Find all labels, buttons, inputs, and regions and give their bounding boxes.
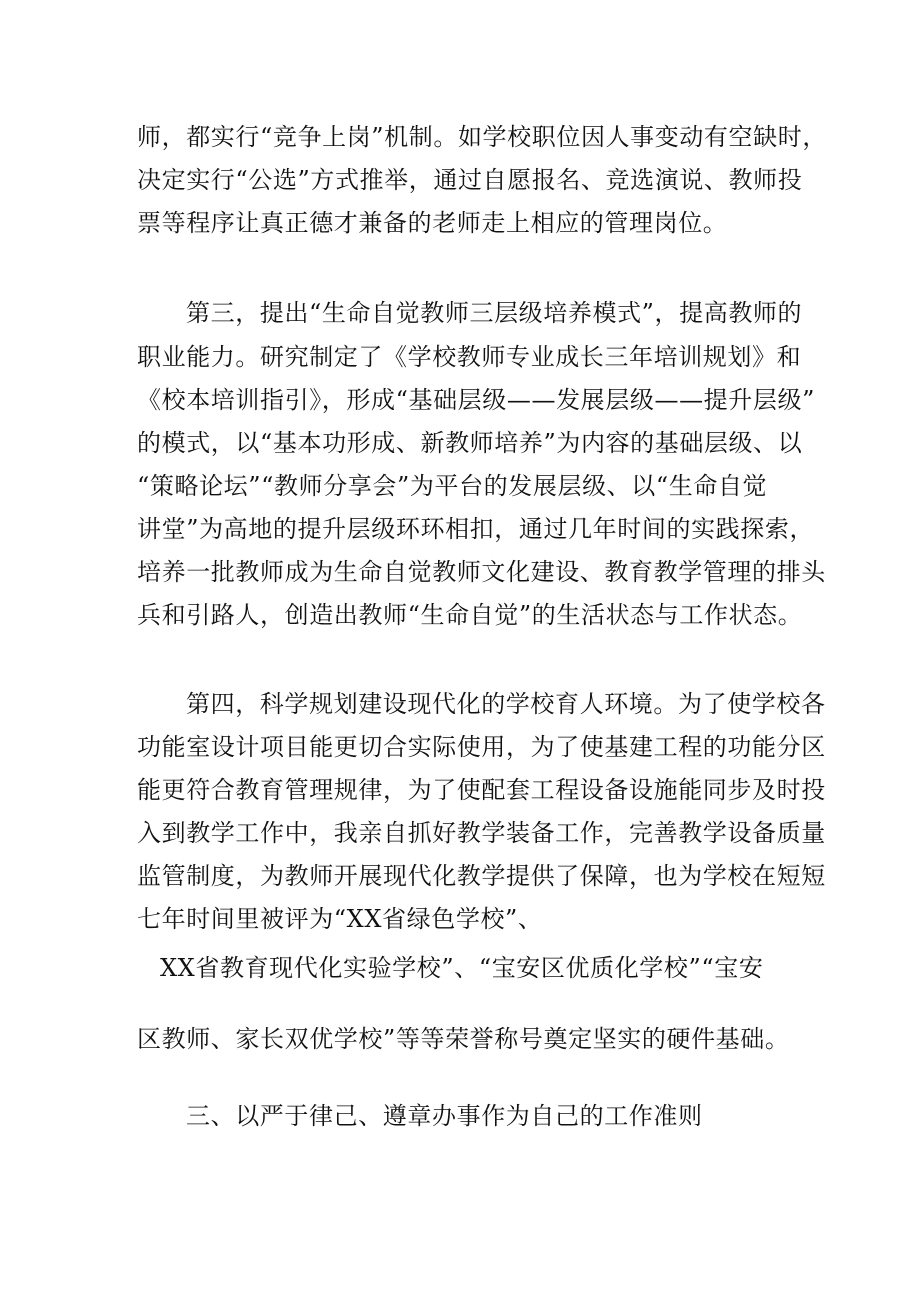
paragraph-2-line-4: 的模式，以“基本功形成、新教师培养”为内容的基础层级、以 xyxy=(137,429,803,457)
paragraph-2-line-6: 讲堂”为高地的提升层级环环相扣，通过几年时间的实践探索， xyxy=(137,515,815,543)
paragraph-2-line-5: “策略论坛”“教师分享会”为平台的发展层级、以“生命自觉 xyxy=(137,472,768,500)
paragraph-3-line-7: XX省教育现代化实验学校”、“宝安区优质化学校”“宝安 xyxy=(160,954,764,982)
paragraph-1-line-3: 票等程序让真正德才兼备的老师走上相应的管理岗位。 xyxy=(137,209,728,237)
paragraph-2-line-2: 职业能力。研究制定了《学校教师专业成长三年培训规划》和 xyxy=(137,343,802,371)
section-heading: 三、以严于律己、遵章办事作为自己的工作准则 xyxy=(186,1102,703,1130)
paragraph-3-line-4: 入到教学工作中，我亲自抓好教学装备工作，完善教学设备质量 xyxy=(137,819,826,847)
paragraph-3-line-3: 能更符合教育管理规律，为了使配套工程设备设施能同步及时投 xyxy=(137,776,826,804)
paragraph-3-line-5: 监管制度，为教师开展现代化教学提供了保障，也为学校在短短 xyxy=(137,862,826,890)
paragraph-1-line-2: 决定实行“公选”方式推举，通过自愿报名、竞选演说、教师投 xyxy=(137,166,803,194)
paragraph-1-line-1: 师，都实行“竞争上岗”机制。如学校职位因人事变动有空缺时， xyxy=(137,123,827,151)
paragraph-3-line-1: 第四，科学规划建设现代化的学校育人环境。为了使学校各 xyxy=(186,690,826,718)
paragraph-2-line-8: 兵和引路人，创造出教师“生命自觉”的生活状态与工作状态。 xyxy=(137,601,803,629)
paragraph-2-line-7: 培养一批教师成为生命自觉教师文化建设、教育教学管理的排头 xyxy=(137,558,826,586)
paragraph-2-line-3: 《校本培训指引》，形成“基础层级——发展层级——提升层级” xyxy=(137,386,815,414)
paragraph-3-line-6: 七年时间里被评为“XX省绿色学校”、 xyxy=(137,905,543,933)
paragraph-2-line-1: 第三，提出“生命自觉教师三层级培养模式”，提高教师的 xyxy=(186,299,803,327)
paragraph-3-line-8: 区教师、家长双优学校”等等荣誉称号奠定坚实的硬件基础。 xyxy=(137,1025,790,1053)
paragraph-3-line-2: 功能室设计项目能更切合实际使用，为了使基建工程的功能分区 xyxy=(137,733,826,761)
